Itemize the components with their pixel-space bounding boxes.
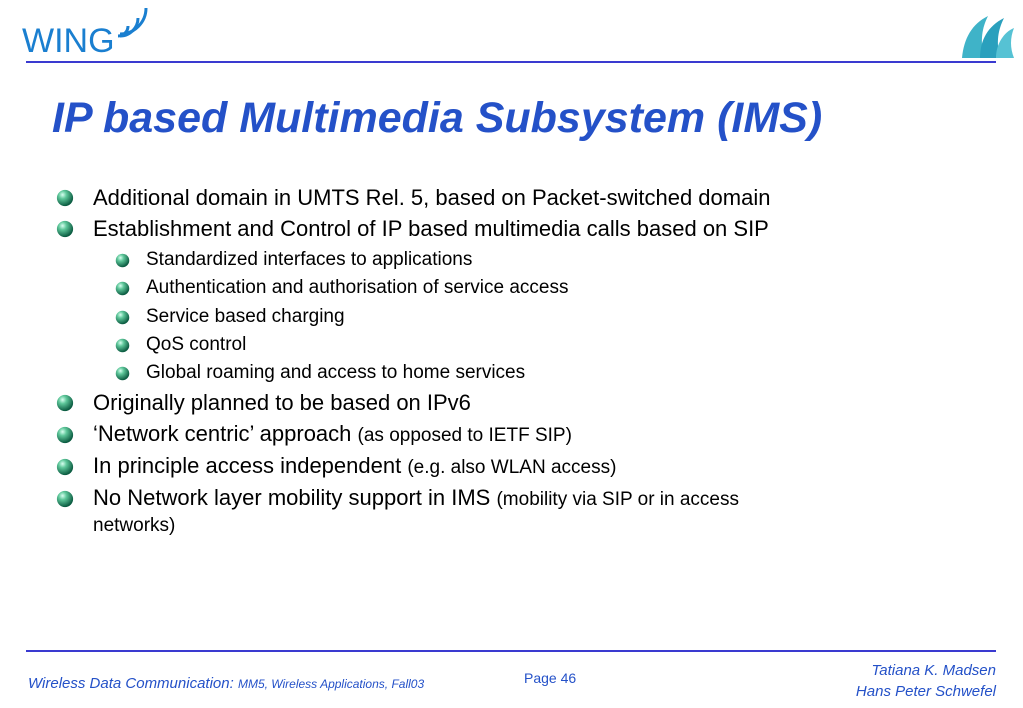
bullet-ball-icon <box>56 394 74 412</box>
bullet-ball-icon <box>56 490 74 508</box>
bullet-ball-icon <box>115 366 130 381</box>
bullet-text: QoS control <box>146 334 247 355</box>
bullet-item <box>93 390 471 416</box>
bullet-ball-icon <box>115 338 130 353</box>
bullet-note: (e.g. also WLAN access) <box>407 457 617 478</box>
bullet-ball-icon <box>56 189 74 207</box>
bullet-text: Service based charging <box>146 306 345 327</box>
bullet-text: Establishment and Control of IP based multimedia calls based on SIP <box>93 216 769 241</box>
bullet-ball-icon <box>115 281 130 296</box>
footer-divider <box>26 650 996 652</box>
sub-bullet-item <box>146 361 525 384</box>
footer-author-2: Hans Peter Schwefel <box>855 683 996 700</box>
bullet-ball-icon <box>56 426 74 444</box>
bullet-text: In principle access independent <box>93 453 402 478</box>
bullet-note: (as opposed to IETF SIP) <box>357 425 572 446</box>
bullet-item <box>93 185 770 211</box>
bullet-text: Global roaming and access to home services <box>146 362 526 383</box>
bullet-item <box>93 453 616 481</box>
sub-bullet-item <box>146 333 246 356</box>
footer-authors <box>856 660 996 702</box>
bullet-text: Originally planned to be based on IPv6 <box>93 390 471 415</box>
sub-bullet-item <box>146 305 345 328</box>
slide-title: IP based Multimedia Subsystem (IMS) <box>52 94 823 142</box>
bullet-ball-icon <box>115 253 130 268</box>
page-number: Page 46 <box>524 670 577 686</box>
bullet-note-continuation: networks) <box>93 515 176 536</box>
bullet-item <box>93 485 739 513</box>
footer-course-title: Wireless Data Communication: <box>28 675 234 692</box>
footer-course-detail: MM5, Wireless Applications, Fall03 <box>237 677 425 691</box>
wing-logo-text: WING <box>22 22 115 60</box>
sub-bullet-item <box>146 248 472 271</box>
bullet-ball-icon <box>115 310 130 325</box>
bullet-text: Additional domain in UMTS Rel. 5, based on Packet-switched domain <box>93 185 771 210</box>
footer-course <box>28 675 424 692</box>
footer-author-1: Tatiana K. Madsen <box>871 662 996 679</box>
bullet-text: No Network layer mobility support in IMS <box>93 485 491 510</box>
bullet-text: Standardized interfaces to applications <box>146 249 473 270</box>
bullet-text: Authentication and authorisation of service access <box>146 277 569 298</box>
bullet-item <box>93 421 572 449</box>
bullet-note: (mobility via SIP or in access <box>496 489 739 510</box>
bullet-item <box>93 216 769 242</box>
bullet-ball-icon <box>56 458 74 476</box>
sub-bullet-item <box>146 276 568 299</box>
bullet-text: ‘Network centric’ approach <box>93 421 352 446</box>
bullet-ball-icon <box>56 220 74 238</box>
